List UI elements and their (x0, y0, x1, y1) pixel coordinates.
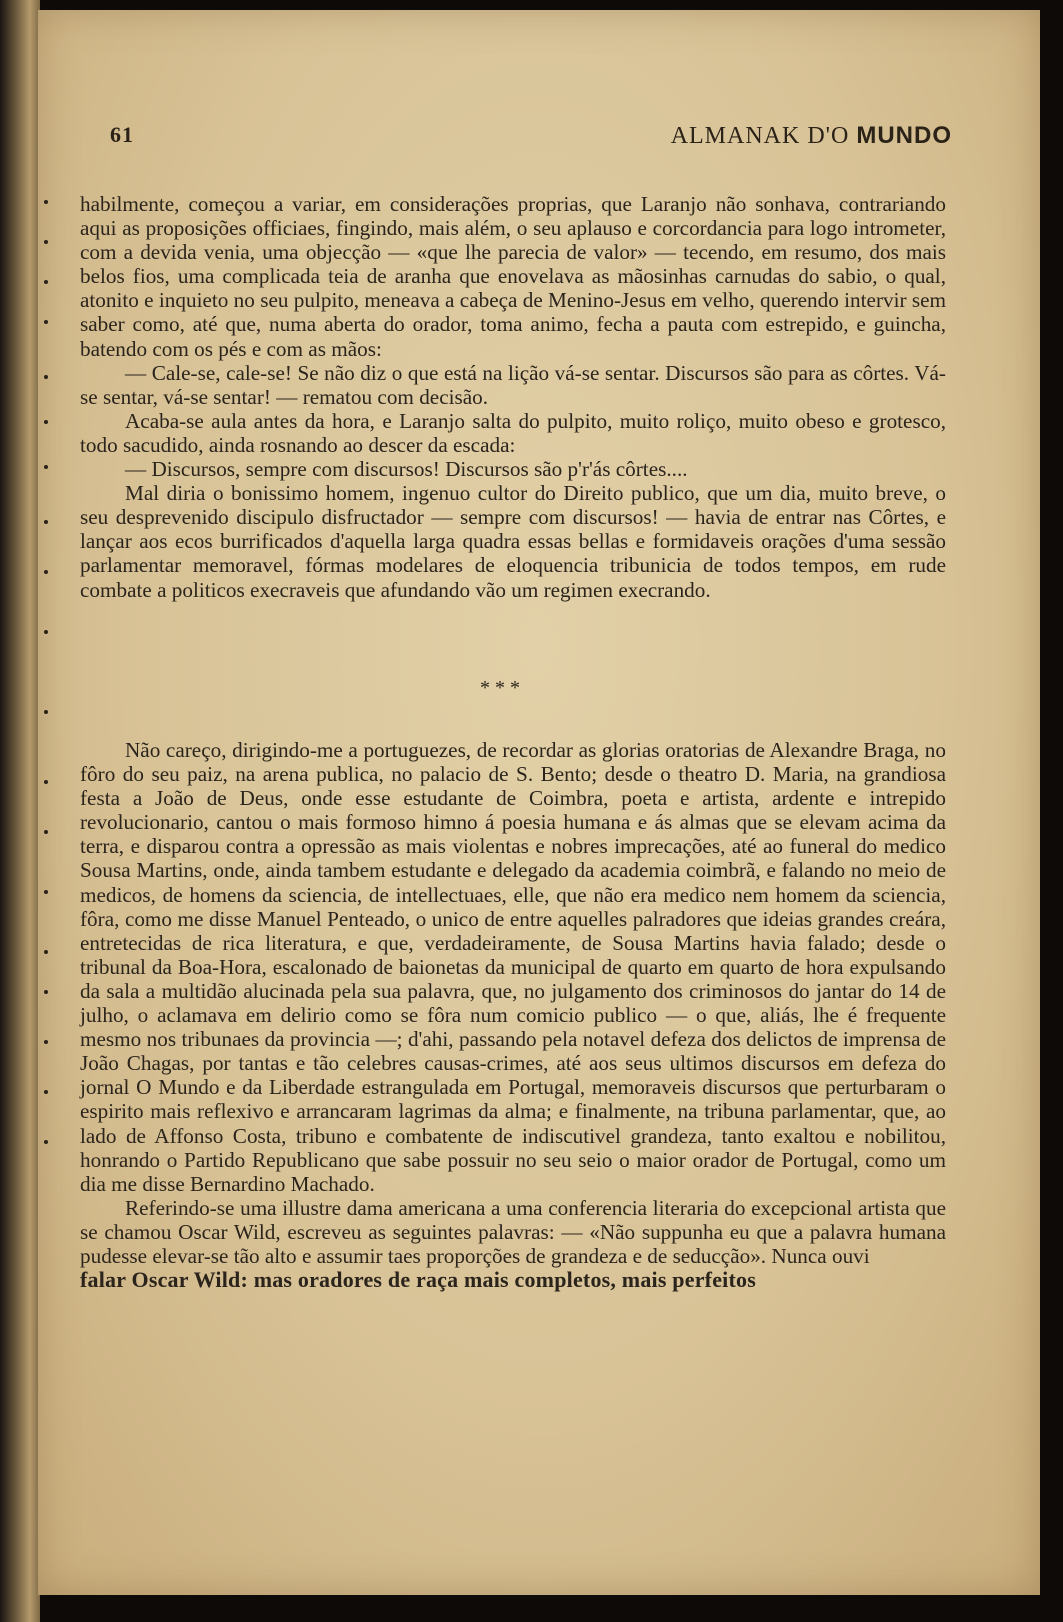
title-brand: MUNDO (856, 122, 952, 149)
paragraph: Acaba-se aula antes da hora, e Laranjo salta do pulpito, muito roliço, muito obeso e grotesco, todo sacudido, ainda rosnando ao descer da escada: (80, 408, 946, 457)
paragraph: Referindo-se uma illustre dama americana a uma conferencia literaria do excepcional artista que se chamou Oscar Wild, escreveu as seguintes palavras: — «Não suppunha eu que a palavra humana pudesse elevar-se tão alto e assumir taes proporções de grandeza e de seducção». Nunca ouvi (80, 1195, 946, 1268)
paragraph: — Discursos, sempre com discursos! Discursos são p'r'ás côrtes.... (125, 457, 688, 482)
paragraph: Não careço, dirigindo-me a portuguezes, de recordar as glorias oratorias de Alexandre Braga, no fôro do seu paiz, na arena publica, no palacio de S. Bento; desde o theatro D. Maria, na grandiosa festa a João de Deus, onde esse estudante de Coimbra, poeta e artista, ardente e intrepido revolucionario, cantou o mais formoso himno á poesia humana e ás almas que se elevam acima da terra, e disparou contra a opressão as mais violentas e nobres imprecações, até ao funeral do medico Sousa Martins, onde, ainda tambem estudante e delegado da academia coimbrã, e falando no meio de medicos, de homens da sciencia, de intellectuaes, elle, que não era medico nem homem da sciencia, fôra, como me disse Manuel Penteado, o unico de entre aquelles palradores que ideias grandes creára, entretecidas de rica literatura, e que, verdadeiramente, de Sousa Martins havia falado; desde o tribunal da Boa-Hora, escalonado de baionetas da municipal de quarto em quarto de hora expulsando da sala a multidão alucinada pela sua palavra, que, no julgamento dos criminosos do jantar do 14 de julho, o aclamava em delirio como se fôra num comicio publico — o que, aliás, lhe é frequente mesmo nos tribunaes da provincia —; d'ahi, passando pela notavel defeza dos delictos de imprensa de João Chagas, por tantas e tão celebres causas-crimes, até aos seus ultimos discursos em defeza do jornal O Mundo e da Liberdade estrangulada em Portugal, memoraveis discursos que perturbaram o espirito mais reflexivo e arrancaram lagrimas da alma; e finalmente, na tribuna parlamentar, que, ao lado de Affonso Costa, tribuno e combatente de indiscutivel grandeza, tanto exaltou e nobilitou, honrando o Partido Republicano que sabe possuir no seu seio o maior orador de Portugal, como um dia me disse Bernardino Machado. (80, 738, 946, 1196)
book-spine (0, 0, 40, 1622)
page-number: 61 (110, 122, 134, 147)
paragraph: habilmente, começou a variar, em considerações proprias, que Laranjo não sonhava, contrariando aqui as proposições officiaes, fingindo, mais além, o seu aplauso e corcordancia para logo intrometer, com a devida venia, uma objecção — «que lhe parecia de valor» — tecendo, em resumo, dos mais belos fios, uma complicada teia de aranha que enovelava as mãosinhas carnudas do sabio, o qual, atonito e inquieto no seu pulpito, meneava a cabeça de Menino-Jesus em velho, querendo intervir sem saber como, até que, numa aberta do orador, toma animo, fecha a pauta com estrepido, e guincha, batendo com os pés e com as mãos: (80, 192, 946, 361)
section-separator: * * * (480, 677, 520, 699)
paragraph: — Cale-se, cale-se! Se não diz o que está na lição vá-se sentar. Discursos são para as côrtes. Vá-se sentar, vá-se sentar! — rematou com decisão. (80, 360, 946, 409)
running-header (110, 118, 952, 158)
title-prefix: ALMANAK D'O (670, 123, 850, 149)
paragraph: Mal diria o bonissimo homem, ingenuo cultor do Direito publico, que um dia, muito breve, o seu desprevenido discipulo disfructador — sempre com discursos! — havia de entrar nas Côrtes, e lançar aos ecos burrificados d'aquella larga quadra essas bellas e formidaveis orações d'uma sessão parlamentar memoravel, fórmas modelares de eloquencia tribunicia de todos tempos, em rude combate a politicos execraveis que afundando vão um regimen execrando. (80, 481, 946, 602)
running-title (671, 122, 952, 150)
binding-holes (40, 190, 54, 1190)
text-block-2 (80, 738, 946, 1292)
paragraph-last-line: falar Oscar Wild: mas oradores de raça mais completos, mais perfeitos (80, 1267, 756, 1293)
text-block-1 (80, 192, 946, 602)
